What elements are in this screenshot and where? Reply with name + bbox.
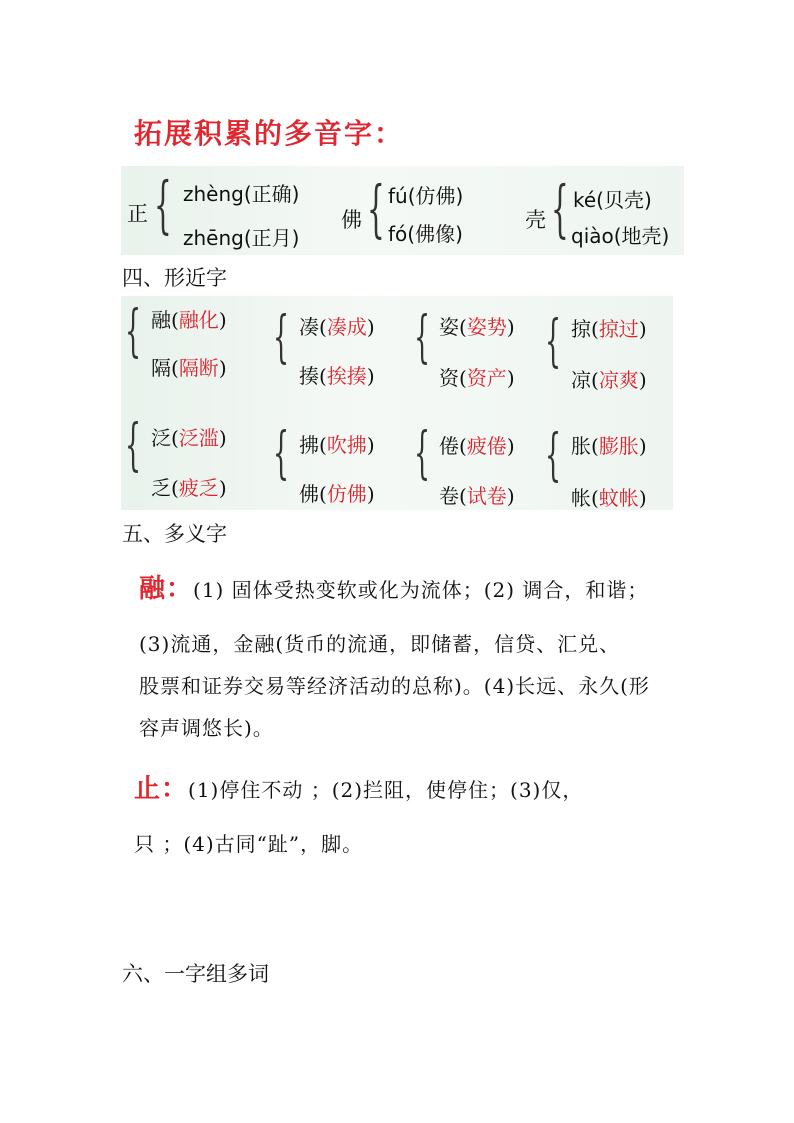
similar-pair: 泛(泛滥)	[151, 426, 227, 450]
similar-pair: 凑(凑成)	[299, 315, 375, 339]
definition-line: 融：(1) 固体受热变软或化为流体；(2) 调合，和谐；	[139, 574, 649, 604]
similar-pair: 揍(挨揍)	[299, 364, 375, 388]
brace-icon: {	[367, 172, 385, 245]
polyphone-reading: zhèng(正确)	[183, 182, 300, 206]
section-title-similar-chars: 四、形近字	[122, 266, 227, 290]
brace-icon: {	[125, 299, 142, 364]
definition-key: 融：	[139, 574, 194, 604]
polyphone-char: 壳	[525, 208, 546, 232]
similar-pair: 胀(膨胀)	[571, 434, 647, 458]
similar-pair: 姿(姿势)	[439, 315, 515, 339]
polyphone-char: 正	[127, 202, 148, 226]
brace-icon: {	[154, 168, 172, 241]
brace-icon: {	[125, 413, 142, 478]
definition-line: 容声调悠长)。	[139, 716, 274, 740]
brace-icon: {	[273, 305, 290, 370]
brace-icon: {	[545, 309, 562, 374]
polyphone-reading: ké(贝壳)	[573, 188, 652, 212]
polyphone-char: 佛	[341, 208, 362, 232]
brace-icon: {	[551, 172, 569, 245]
similar-pair: 帐(蚊帐)	[571, 486, 647, 510]
brace-icon: {	[414, 421, 431, 486]
similar-pair: 倦(疲倦)	[439, 434, 515, 458]
similar-pair: 掠(掠过)	[571, 317, 647, 341]
similar-pair: 卷(试卷)	[439, 484, 515, 508]
definition-line: 止：(1)停住不动 ；(2)拦阻，使停住；(3)仅，	[134, 774, 584, 804]
similar-pair: 凉(凉爽)	[571, 368, 647, 392]
definition-key: 止：	[134, 774, 189, 804]
similar-pair: 融(融化)	[151, 308, 227, 332]
section-title-word-groups: 六、一字组多词	[122, 962, 269, 986]
polyphone-reading: qiào(地壳)	[571, 224, 670, 248]
section-title-polysemous: 五、多义字	[122, 522, 227, 546]
definition-line: (3)流通，金融(货币的流通，即储蓄，信贷、汇兑、	[139, 632, 621, 656]
polyphone-reading: zhēng(正月)	[183, 226, 300, 250]
similar-pair: 乏(疲乏)	[151, 476, 227, 500]
similar-chars-panel	[121, 296, 673, 510]
section-heading-polyphones: 拓展积累的多音字：	[134, 117, 405, 150]
polyphone-panel	[121, 166, 684, 255]
polyphone-reading: fó(佛像)	[388, 222, 463, 246]
similar-pair: 资(资产)	[439, 366, 515, 390]
brace-icon: {	[545, 423, 562, 488]
similar-pair: 佛(仿佛)	[299, 482, 375, 506]
similar-pair: 拂(吹拂)	[299, 433, 375, 457]
definition-line: 股票和证券交易等经济活动的总称)。(4)长远、永久(形	[139, 674, 650, 698]
brace-icon: {	[273, 421, 290, 486]
definition-line: 只 ；(4)古同“趾”，脚。	[134, 832, 364, 856]
brace-icon: {	[414, 305, 431, 370]
similar-pair: 隔(隔断)	[151, 356, 227, 380]
polyphone-reading: fú(仿佛)	[388, 184, 464, 208]
